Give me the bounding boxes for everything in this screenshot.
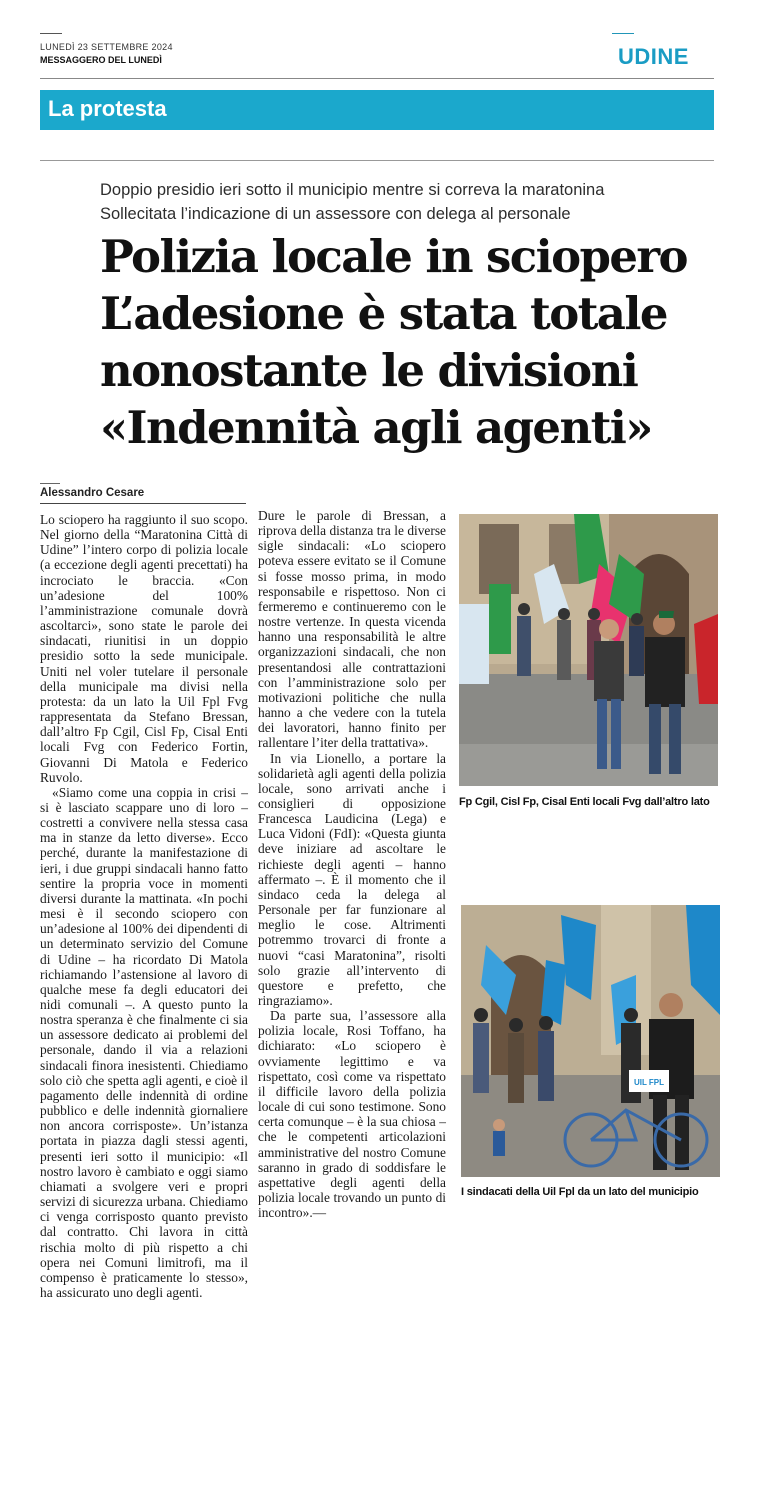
kicker-line: Sollecitata l’indicazione di un assessore con delega al personale [100, 205, 571, 223]
photo-illustration [461, 905, 720, 1177]
body-paragraph: Da parte sua, l’assessore alla polizia locale, Rosi Toffano, ha dichiarato: «Lo sciopero è ovviamente legittimo e va rispettato, così come va rispettato il difficile lavoro della polizia locale di cui sono testimone. Sono certa comunque – è la sua chiosa – che le competenti articolazioni amministrative del nostro Comune saranno in grado di soddisfare le aspettative degli agenti della polizia locale trovando un punto di incontro».— [258, 1008, 446, 1221]
uil-fpl-sign: UIL FPL [633, 1078, 665, 1087]
headline-line: L’adesione è stata totale [100, 287, 667, 340]
byline-rule [40, 483, 60, 484]
city-section: UDINE [618, 44, 689, 69]
body-paragraph: Lo sciopero ha raggiunto il suo scopo. Nel giorno della “Maratonina Città di Udine” l’intero corpo di polizia locale (a eccezione degli agenti precettati) ha incrociato le braccia. «Con un’adesione del 100% l’amministrazione comunale dovrà ascoltarci», sono state le parole dei sindacati, riunitisi in un doppio presidio sotto la sede municipale. Uniti nel voler tutelare il personale della municipale ma divisi nella protesta: da un lato la Uil Fpl Fvg rappresentata da Stefano Bressan, dall’altro Fp Cgil, Cisl Fp, Cisal Enti locali Fvg con Federico Fortin, Giovanni Di Matola e Federico Ruvolo. [40, 512, 248, 785]
issue-date: LUNEDÌ 23 SETTEMBRE 2024 [40, 42, 173, 52]
body-paragraph: «Siamo come una coppia in crisi – si è lasciato scappare uno di loro – costretti a convivere nella stessa casa ma in stanze da letto diverse». Ecco perché, durante la manifestazione di ieri, i due gruppi sindacali hanno fatto sentire la propria voce in momenti diversi durante la mattinata. «In pochi mesi è il secondo sciopero con un’adesione al 100% dei dipendenti di un determinato servizio del Comune di Udine – ha ricordato Di Matola richiamando l’astensione al lavoro di qualche mese fa degli educatori dei nidi comunali –. A questo punto la nostra speranza è che finalmente ci sia un assessore dedicato ai problemi del personale, dando il via a relazioni sindacali finora inesistenti. Chiediamo solo ciò che spetta agli agenti, e cioè il pagamento delle indennità di ordine pubblico e delle indennità giornaliere non ancora corrisposte». Un’istanza portata in piazza dagli stessi agenti, presenti ieri sotto il municipio: «Il nostro lavoro è cambiato e oggi siamo chiamati a svolgere veri e propri servizi di sicurezza urbana. Chiediamo ci venga corrisposto quanto previsto dal contratto. Chi lavora in città rischia molto di più rispetto a chi opera nei Comuni limitrofi, ma il compenso è praticamente lo stesso», ha assicurato uno degli agenti. [40, 784, 248, 1300]
city-rule [612, 33, 634, 34]
author-byline: Alessandro Cesare [40, 487, 145, 499]
headline-line: nonostante le divisioni [100, 344, 638, 397]
protest-photo-cgil-cisl [459, 514, 718, 786]
protest-photo-uil-fpl [461, 905, 720, 1177]
body-paragraph: Dure le parole di Bressan, a riprova della distanza tra le diverse sigle sindacali: «Lo sciopero poteva essere evitato se il Comune si fosse mosso prima, in modo responsabile e rispettoso. Non ci fermeremo e continueremo con le nostre vertenze. In questa vicenda hanno una responsabilità le altre organizzazioni sindacali, che non presentandosi alle contrattazioni con l’amministrazione solo per motivazioni politiche che nulla hanno a che vedere con la tutela dei lavoratori, hanno finito per rallentare l’iter della trattativa». [258, 508, 446, 751]
section-label: La protesta [48, 96, 167, 121]
byline-divider [40, 503, 246, 504]
body-paragraph: In via Lionello, a portare la solidarietà agli agenti della polizia locale, sono arrivati anche i consiglieri di opposizione Francesca Laudicina (Lega) e Luca Vidoni (FdI): «Questa giunta deve iniziare ad ascoltare le richieste degli agenti – hanno affermato –. È il momento che il sindaco ceda la delega al Personale per far funzionare al meglio le cose. Altrimenti potremmo trovarci di fronte a nuovi “casi Maratonina”, risolti solo grazie all’intervento di questore e prefetto, che ringraziamo». [258, 750, 446, 1008]
body-column-1 [40, 512, 248, 1300]
headline [100, 228, 720, 456]
kicker-line: Doppio presidio ieri sotto il municipio mentre si correva la maratonina [100, 181, 605, 199]
photo-caption: Fp Cgil, Cisl Fp, Cisal Enti locali Fvg dall’altro lato [459, 796, 710, 808]
headline-line: Polizia locale in sciopero [100, 230, 687, 283]
header-rule [40, 33, 62, 34]
newspaper-name: MESSAGGERO DEL LUNEDÌ [40, 55, 162, 65]
photo-illustration [459, 514, 718, 786]
body-column-2 [258, 508, 446, 1220]
headline-line: «Indennità agli agenti» [100, 401, 652, 454]
section-divider [40, 160, 714, 161]
photo-caption: I sindacati della Uil Fpl da un lato del municipio [461, 1186, 699, 1198]
header-divider [40, 78, 714, 79]
